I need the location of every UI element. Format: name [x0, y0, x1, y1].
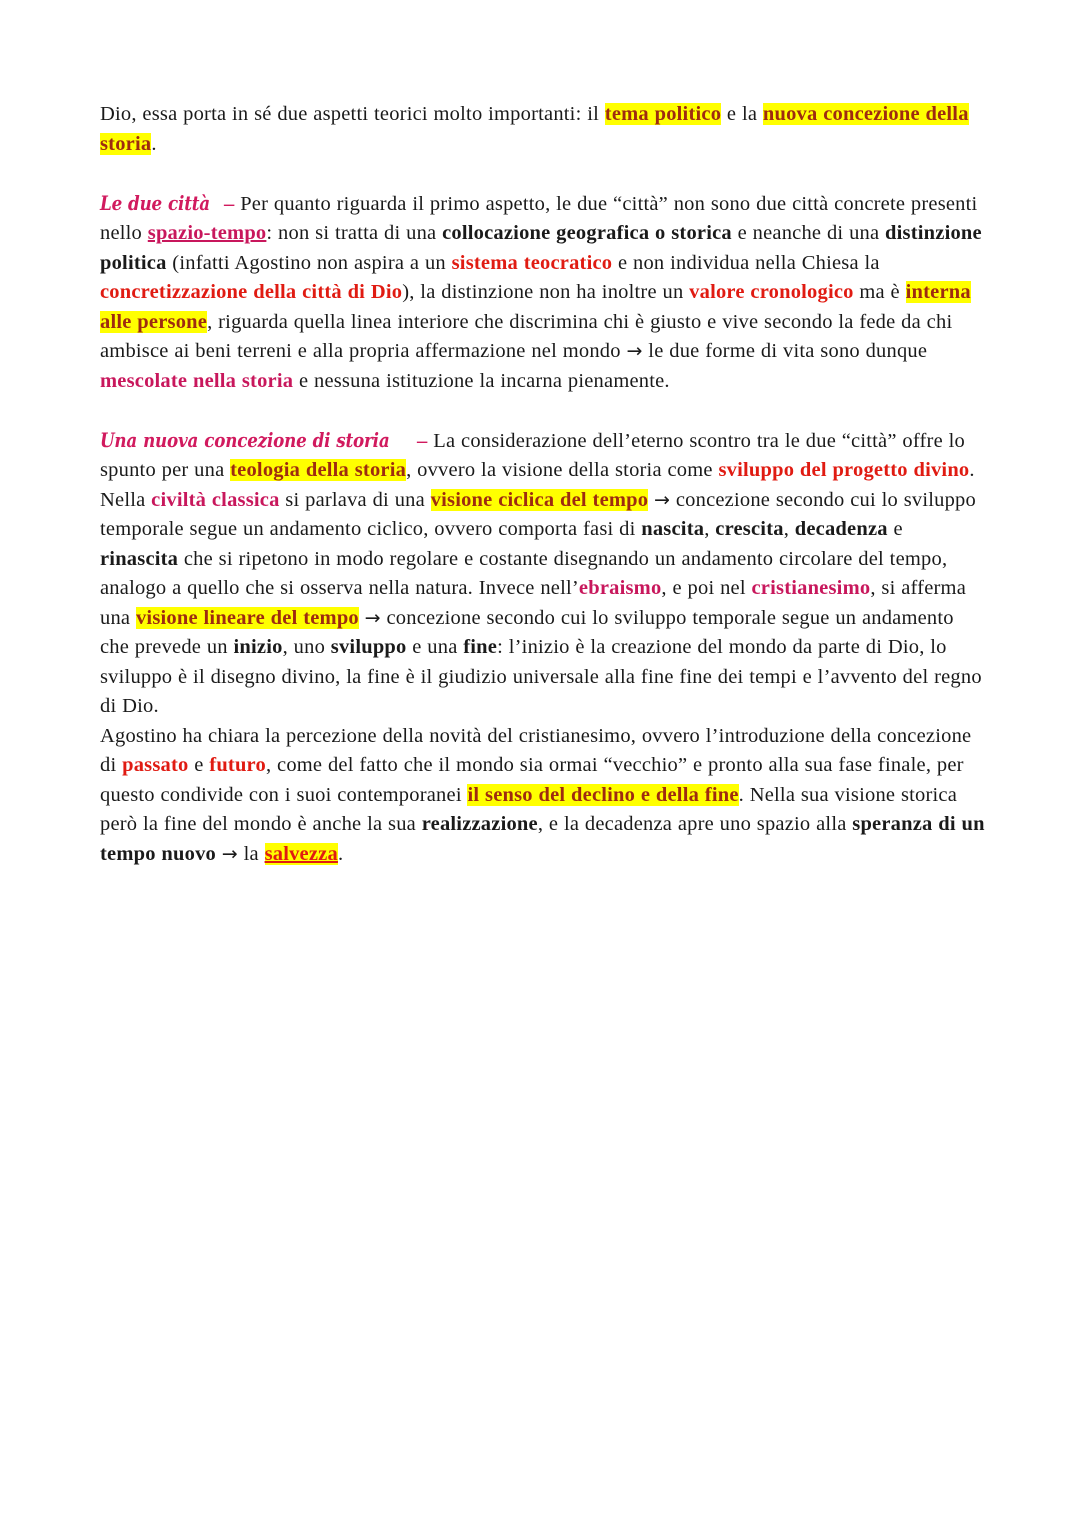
paragraph-intro [100, 100, 985, 159]
heading-dash: – [417, 429, 428, 452]
text-run: Per quanto riguarda il primo aspetto, le due “città” non sono due città concrete presenti nello [100, 192, 978, 244]
highlight-salvezza: salvezza [264, 842, 338, 865]
arrow-icon: → [654, 488, 671, 511]
text-run: e nessuna istituzione la incarna pienamente. [293, 369, 670, 392]
bold-decadenza: decadenza [794, 518, 888, 540]
crimson-ebraismo: ebraismo [578, 577, 662, 599]
text-run: , [783, 518, 795, 540]
crimson-civilta-classica: civiltà classica [151, 488, 280, 511]
text-run: , e poi nel [661, 577, 752, 599]
underline-spazio-tempo: spazio-tempo [147, 222, 267, 244]
bold-crescita: crescita [715, 518, 784, 540]
text-run: , ovvero la visione della storia come [406, 459, 719, 481]
heading-dash: – [223, 192, 235, 215]
text-run: e [188, 754, 210, 776]
red-passato: passato [122, 754, 189, 776]
text-run: la [237, 842, 265, 865]
text-run: Agostino ha chiara la percezione della novità del cristianesimo, ovvero l’introduzione della concezione di [100, 724, 972, 776]
bold-distinzione-politica: distinzione politica [100, 222, 982, 274]
bold-nascita: nascita [641, 518, 705, 540]
text-run: . [151, 132, 157, 155]
bold-speranza-di-un-tempo-nuovo: speranza di un tempo nuovo [100, 813, 985, 865]
text-run: : l’inizio è la creazione del mondo da parte di Dio, lo sviluppo è il disegno divino, la fine è il giudizio universale alla fine fine dei tempi e l’avvento del regno di Dio. [100, 636, 982, 717]
bold-realizzazione: realizzazione [421, 813, 538, 835]
text-run: , [704, 518, 716, 540]
text-run: che si ripetono in modo regolare e costante disegnando un andamento circolare del tempo, analogo a quello che si osserva nella natura. Invece nell’ [100, 547, 948, 599]
text-run: : non si tratta di una [266, 222, 443, 244]
text-run: ), la distinzione non ha inoltre un [402, 281, 690, 303]
text-run: le due forme di vita sono dunque [642, 340, 928, 362]
bold-sviluppo: sviluppo [330, 636, 407, 658]
crimson-cristianesimo: cristianesimo [751, 577, 871, 599]
text-run: concezione secondo cui lo sviluppo temporale segue un andamento ciclico, ovvero comporta fasi di [100, 488, 976, 540]
text-run: e neanche di una [731, 222, 886, 244]
highlight-teologia-della-storia: teologia della storia [230, 459, 407, 481]
highlight-senso-del-declino: il senso del declino e della fine [467, 783, 739, 806]
paragraph-una-nuova-concezione-di-storia [100, 426, 985, 722]
highlight-tema-politico: tema politico [604, 103, 722, 125]
arrow-icon: → [221, 842, 238, 865]
arrow-icon: → [364, 606, 381, 629]
highlight-visione-ciclica-del-tempo: visione ciclica del tempo [430, 488, 649, 511]
text-run: , riguarda quella linea interiore che discrimina chi è giusto e vive secondo la fede da chi ambisce ai beni terreni e alla propria affermazione nel mondo [100, 310, 953, 362]
crimson-mescolate-nella-storia: mescolate nella storia [100, 369, 294, 392]
text-run: , uno [282, 636, 331, 658]
highlight-interna-alle-persone: interna alle persone [100, 281, 971, 333]
text-run: e [887, 518, 903, 540]
text-run: Dio, essa porta in sé due aspetti teorici molto importanti: il [100, 103, 605, 125]
red-valore-cronologico: valore cronologico [689, 281, 854, 303]
red-sistema-teocratico: sistema teocratico [451, 251, 613, 274]
bold-collocazione-geografica: collocazione geografica o storica [442, 222, 732, 244]
highlight-visione-lineare-del-tempo: visione lineare del tempo [135, 606, 359, 629]
text-run: , come del fatto che il mondo sia ormai “vecchio” e pronto alla sua fase finale, per questo condivide con i suoi contemporanei [100, 754, 964, 806]
text-run: , si afferma una [100, 577, 966, 629]
paragraph-le-due-citta [100, 189, 985, 397]
bold-fine: fine [463, 636, 498, 658]
red-futuro: futuro [209, 754, 266, 776]
red-concretizzazione-citta-di-dio: concretizzazione della città di Dio [100, 281, 403, 303]
highlight-nuova-concezione-della-storia: nuova concezione della storia [100, 103, 969, 155]
text-run: e una [406, 636, 464, 658]
text-run: , e la decadenza apre uno spazio alla [537, 813, 853, 835]
red-sviluppo-del-progetto-divino: sviluppo del progetto divino [718, 459, 970, 481]
text-run: (infatti Agostino non aspira a un [166, 251, 452, 274]
paragraph-agostino-percezione [100, 722, 985, 870]
bold-inizio: inizio [233, 636, 283, 658]
text-run: ma è [853, 281, 906, 303]
text-run: e la [721, 103, 763, 125]
text-run: . [337, 842, 344, 865]
text-run: La considerazione dell’eterno scontro tra le due “città” offre lo spunto per una [100, 429, 965, 481]
bold-rinascita: rinascita [100, 547, 179, 570]
heading-le-due-citta: Le due città [100, 190, 210, 215]
heading-una-nuova-concezione-di-storia: Una nuova concezione di storia [100, 427, 390, 452]
text-run: concezione secondo cui lo sviluppo temporale segue un andamento che prevede un [100, 606, 954, 658]
text-run: si parlava di una [279, 488, 431, 511]
text-run: . Nella [100, 459, 975, 511]
arrow-icon: → [626, 340, 643, 362]
text-run: e non individua nella Chiesa la [612, 251, 880, 274]
text-run: . Nella sua visione storica però la fine del mondo è anche la sua [100, 783, 958, 835]
